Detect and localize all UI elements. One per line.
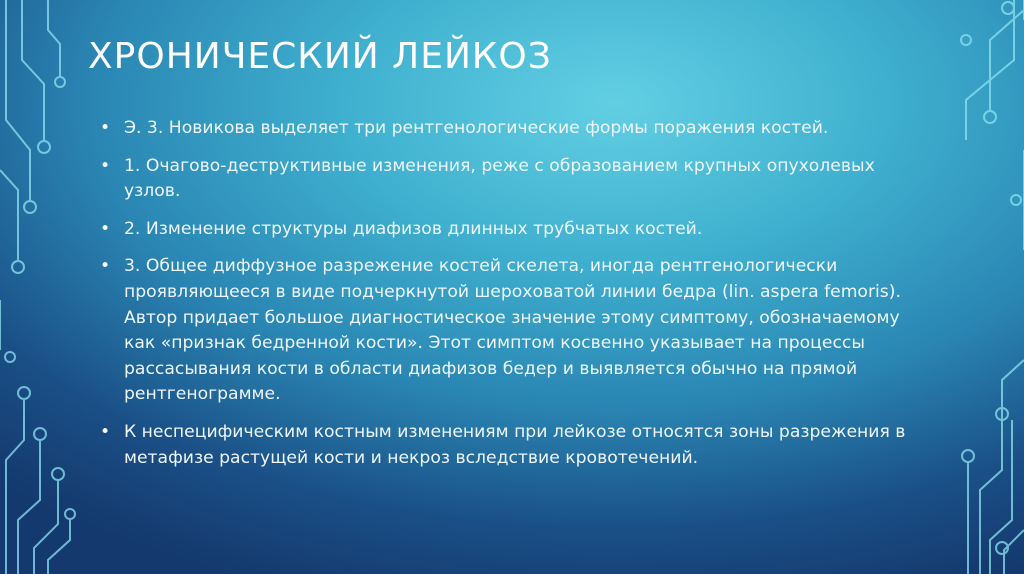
bullet-marker: •	[100, 118, 111, 138]
bullet-item	[100, 217, 920, 243]
bullet-marker: •	[100, 256, 111, 277]
bullet-item	[100, 254, 920, 408]
bullet-marker: •	[100, 155, 111, 176]
bullet-item	[100, 420, 920, 471]
bullet-marker: •	[100, 421, 111, 442]
bullet-item	[100, 154, 920, 205]
bullet-text: Э. 3. Новикова выделяет три рентгенологические формы поражения костей.	[124, 118, 829, 138]
bullet-text: 1. Очагово-деструктивные изменения, реже с образованием крупных опухолевых узлов.	[124, 155, 875, 202]
bullet-list	[100, 116, 920, 483]
bullet-text: 3. Общее диффузное разрежение костей скелета, иногда рентгенологически проявляющееся в виде подчеркнутой шероховатой линии бедра (lin. aspera femoris). Автор придает большое диагностическое значение этому симптому, обозначаемому как «признак бедренной кости». Этот симптом косвенно указывает на процессы рассасывания кости в области диафизов бедер и выявляется обычно на прямой рентгенограмме.	[124, 256, 901, 405]
bullet-marker: •	[100, 218, 111, 239]
bullet-item	[100, 116, 920, 142]
bullet-text: К неспецифическим костным изменениям при лейкозе относятся зоны разрежения в метафизе растущей кости и некроз вследствие кровотечений.	[124, 421, 906, 468]
bullet-text: 2. Изменение структуры диафизов длинных трубчатых костей.	[124, 218, 703, 239]
slide-title: ХРОНИЧЕСКИЙ ЛЕЙКОЗ	[88, 36, 552, 77]
